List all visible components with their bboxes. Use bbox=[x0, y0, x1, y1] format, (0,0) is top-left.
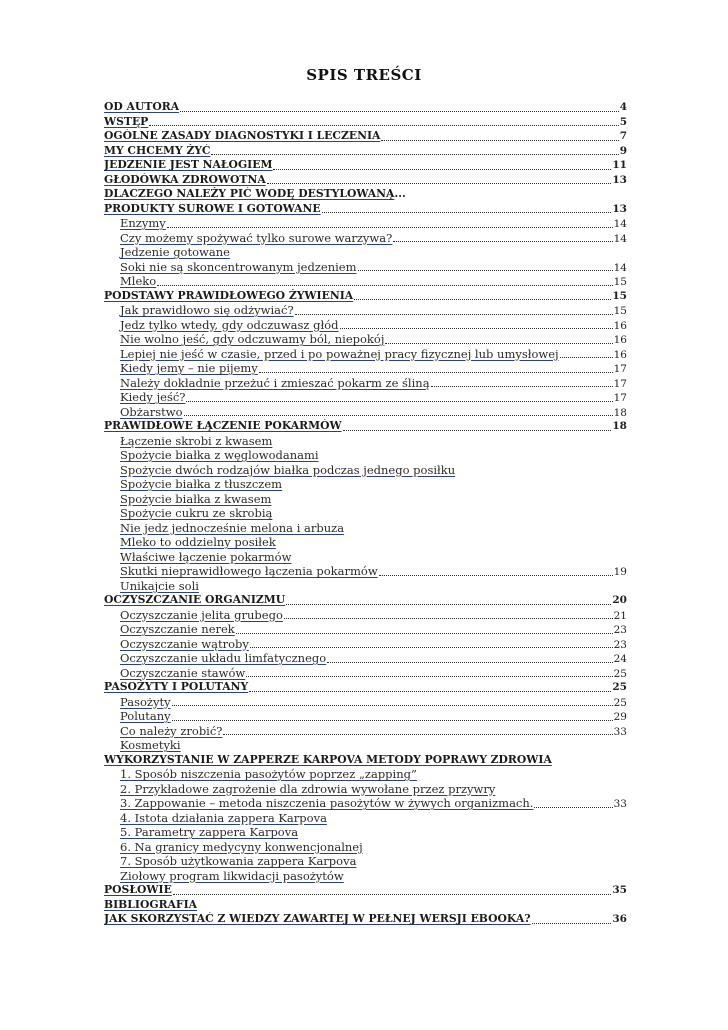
toc-page-number: 16 bbox=[613, 319, 627, 332]
toc-entry-link[interactable]: Kiedy jeść? bbox=[120, 390, 186, 404]
toc-page-number: 33 bbox=[613, 725, 627, 738]
toc-entry-link[interactable]: Jak prawidłowo się odżywiać? bbox=[120, 303, 294, 317]
toc-entry-link[interactable]: Ziołowy program likwidacji pasożytów bbox=[120, 868, 344, 883]
toc-entry-link[interactable]: Spożycie białka z kwasem bbox=[120, 491, 272, 506]
toc-leader-dots bbox=[379, 575, 613, 576]
toc-leader-dots bbox=[534, 807, 612, 808]
toc-section-entry[interactable] bbox=[104, 666, 627, 681]
toc-entry-link[interactable]: OCZYSZCZANIE ORGANIZMU bbox=[104, 593, 286, 606]
page-title: SPIS TREŚCI bbox=[306, 66, 422, 84]
toc-leader-dots bbox=[354, 299, 611, 300]
toc-entry-link[interactable]: Enzymy bbox=[120, 216, 166, 230]
toc-chapter-entry[interactable] bbox=[104, 144, 627, 159]
toc-entry-link[interactable]: Jedz tylko wtedy, gdy odczuwasz głód bbox=[120, 317, 339, 332]
toc-leader-dots bbox=[211, 154, 618, 155]
toc-section-entry[interactable] bbox=[104, 854, 627, 869]
toc-chapter-entry[interactable] bbox=[104, 680, 627, 695]
toc-section-entry[interactable] bbox=[104, 869, 627, 884]
toc-page-number: 14 bbox=[613, 261, 627, 274]
toc-entry-link[interactable]: Lepiej nie jeść w czasie, przed i po poważnej pracy fizycznej lub umysłowej bbox=[120, 346, 559, 361]
toc-page-number: 24 bbox=[613, 653, 627, 665]
toc-chapter-entry[interactable] bbox=[104, 912, 627, 927]
toc-entry-link[interactable]: Łączenie skrobi z kwasem bbox=[120, 433, 273, 448]
toc-leader-dots bbox=[295, 314, 613, 315]
toc-page-number: 4 bbox=[619, 101, 627, 113]
toc-section-entry[interactable] bbox=[104, 361, 627, 376]
toc-section-entry[interactable] bbox=[104, 274, 627, 289]
toc-leader-dots bbox=[184, 415, 613, 416]
toc-section-entry[interactable] bbox=[104, 637, 627, 652]
toc-leader-dots bbox=[532, 923, 612, 924]
toc-entry-link[interactable]: JAK SKORZYSTAĆ Z WIEDZY ZAWARTEJ W PEŁNEJ WERSJI EBOOKA? bbox=[104, 912, 531, 925]
toc-entry-link[interactable]: PRODUKTY SUROWE I GOTOWANE bbox=[104, 201, 321, 215]
toc-leader-dots bbox=[385, 343, 612, 344]
toc-entry-link[interactable]: BIBLIOGRAFIA bbox=[104, 897, 198, 911]
toc-leader-dots bbox=[236, 633, 613, 634]
toc-chapter-entry[interactable] bbox=[104, 129, 627, 144]
toc-leader-dots bbox=[381, 140, 618, 141]
toc-entry-link[interactable]: Oczyszczanie układu limfatycznego bbox=[120, 651, 327, 665]
toc-chapter-entry[interactable] bbox=[104, 419, 627, 434]
toc-entry-link[interactable]: 2. Przykładowe zagrożenie dla zdrowia wywołane przez przywry bbox=[120, 781, 496, 796]
toc-entry-link[interactable]: Oczyszczanie stawów bbox=[120, 665, 246, 680]
toc-leader-dots bbox=[284, 618, 613, 619]
toc-section-entry[interactable] bbox=[104, 506, 627, 521]
toc-entry-link[interactable]: Jedzenie gotowane bbox=[120, 245, 230, 259]
toc-entry-link[interactable]: Obżarstwo bbox=[120, 404, 183, 419]
toc-page-number: 17 bbox=[613, 377, 627, 390]
toc-entry-link[interactable]: 4. Istota działania zappera Karpova bbox=[120, 810, 327, 825]
toc-section-entry[interactable] bbox=[104, 782, 627, 797]
toc-entry-ellipsis: ... bbox=[394, 187, 406, 200]
toc-leader-dots bbox=[186, 401, 612, 402]
toc-leader-dots bbox=[322, 212, 612, 213]
toc-section-entry[interactable] bbox=[104, 825, 627, 840]
toc-section-entry[interactable] bbox=[104, 245, 627, 260]
toc-page-number: 18 bbox=[612, 420, 627, 432]
toc-page-number: 9 bbox=[619, 144, 627, 157]
toc-entry-link[interactable]: Co należy zrobić? bbox=[120, 723, 223, 738]
toc-page-number: 15 bbox=[612, 289, 627, 302]
toc-chapter-entry[interactable] bbox=[104, 753, 627, 768]
toc-entry-link[interactable]: 6. Na granicy medycyny konwencjonalnej bbox=[120, 839, 363, 854]
toc-page-number: 11 bbox=[612, 159, 627, 171]
toc-page-number: 13 bbox=[612, 173, 627, 186]
toc-entry-link[interactable]: WSTĘP bbox=[104, 114, 149, 128]
toc-leader-dots bbox=[343, 430, 612, 431]
toc-page-number: 15 bbox=[613, 276, 627, 288]
toc-chapter-entry[interactable] bbox=[104, 593, 627, 608]
toc-page-number: 16 bbox=[613, 348, 627, 361]
toc-entry-link[interactable]: GŁODÓWKA ZDROWOTNA bbox=[104, 172, 266, 186]
toc-chapter-entry[interactable] bbox=[104, 158, 627, 173]
toc-chapter-entry[interactable] bbox=[104, 115, 627, 130]
toc-chapter-entry[interactable] bbox=[104, 898, 627, 913]
toc-section-entry[interactable] bbox=[104, 840, 627, 855]
toc-section-entry[interactable] bbox=[104, 477, 627, 492]
toc-page-number: 29 bbox=[613, 711, 627, 723]
toc-leader-dots bbox=[223, 734, 612, 735]
toc-entry-link[interactable]: Kiedy jemy – nie pijemy bbox=[120, 361, 258, 375]
toc-leader-dots bbox=[180, 111, 619, 112]
toc-leader-dots bbox=[149, 125, 618, 126]
toc-chapter-entry[interactable] bbox=[104, 883, 627, 898]
toc-leader-dots bbox=[246, 676, 612, 677]
toc-leader-dots bbox=[431, 386, 613, 387]
toc-page-number: 5 bbox=[619, 115, 627, 128]
toc-page-number: 35 bbox=[612, 884, 627, 896]
toc-leader-dots bbox=[157, 285, 612, 286]
toc-leader-dots bbox=[393, 241, 612, 242]
toc-leader-dots bbox=[267, 183, 612, 184]
toc-leader-dots bbox=[286, 604, 611, 605]
toc-entry-link[interactable]: WYKORZYSTANIE W ZAPPERZE KARPOVA METODY POPRAWY ZDROWIA bbox=[104, 752, 552, 766]
toc-page-number: 25 bbox=[613, 696, 627, 709]
toc-section-entry[interactable] bbox=[104, 332, 627, 347]
toc-leader-dots bbox=[172, 720, 613, 721]
toc-leader-dots bbox=[358, 270, 613, 271]
toc-entry-link[interactable]: Polutany bbox=[120, 709, 171, 723]
table-of-contents bbox=[104, 100, 627, 927]
toc-entry-link[interactable]: Spożycie cukru ze skrobią bbox=[120, 506, 273, 520]
toc-entry-link[interactable]: Soki nie są skoncentrowanym jedzeniem bbox=[120, 259, 357, 274]
toc-chapter-entry[interactable] bbox=[104, 100, 627, 115]
toc-entry-link[interactable]: Pasożyty bbox=[120, 694, 171, 709]
toc-entry-link[interactable]: Oczyszczanie nerek bbox=[120, 622, 235, 636]
toc-section-entry[interactable] bbox=[104, 231, 627, 246]
toc-entry-link[interactable]: Mleko to oddzielny posiłek bbox=[120, 535, 276, 549]
toc-entry-link[interactable]: Skutki nieprawidłowego łączenia pokarmów bbox=[120, 564, 378, 578]
toc-entry-link[interactable]: Unikajcie soli bbox=[120, 578, 199, 593]
toc-leader-dots bbox=[173, 894, 612, 895]
toc-section-entry[interactable] bbox=[104, 550, 627, 565]
toc-page-number: 21 bbox=[613, 609, 627, 622]
toc-page-number: 20 bbox=[612, 594, 627, 606]
toc-entry-link[interactable]: Oczyszczanie jelita grubego bbox=[120, 607, 283, 622]
toc-leader-dots bbox=[259, 372, 613, 373]
toc-section-entry[interactable] bbox=[104, 608, 627, 623]
toc-entry-link[interactable]: Należy dokładnie przeżuć i zmieszać pokarm ze śliną bbox=[120, 375, 430, 390]
toc-section-entry[interactable] bbox=[104, 811, 627, 826]
toc-section-entry[interactable] bbox=[104, 622, 627, 637]
toc-section-entry[interactable] bbox=[104, 724, 627, 739]
toc-leader-dots bbox=[273, 169, 611, 170]
toc-section-entry[interactable] bbox=[104, 216, 627, 231]
toc-entry-link[interactable]: Nie wolno jeść, gdy odczuwamy ból, niepokój bbox=[120, 332, 385, 346]
toc-section-entry[interactable] bbox=[104, 405, 627, 420]
toc-leader-dots bbox=[172, 705, 613, 706]
toc-entry-link[interactable]: 3. Zappowanie – metoda niszczenia pasożytów w żywych organizmach. bbox=[120, 796, 534, 810]
toc-leader-dots bbox=[560, 357, 613, 358]
toc-section-entry[interactable] bbox=[104, 463, 627, 478]
toc-page-number: 25 bbox=[613, 667, 627, 680]
toc-leader-dots bbox=[340, 328, 613, 329]
toc-entry-link[interactable]: Nie jedz jednocześnie melona i arbuza bbox=[120, 520, 345, 535]
toc-section-entry[interactable] bbox=[104, 579, 627, 594]
toc-entry-link[interactable]: Właściwe łączenie pokarmów bbox=[120, 549, 292, 564]
toc-section-entry[interactable] bbox=[104, 564, 627, 579]
toc-section-entry[interactable] bbox=[104, 347, 627, 362]
toc-entry-link[interactable]: Kosmetyki bbox=[120, 738, 181, 752]
toc-entry-link[interactable]: OGÓLNE ZASADY DIAGNOSTYKI I LECZENIA bbox=[104, 129, 381, 142]
toc-page-number: 23 bbox=[613, 624, 627, 636]
toc-page-number: 23 bbox=[613, 638, 627, 651]
toc-entry-link[interactable]: Mleko bbox=[120, 274, 157, 288]
toc-section-entry[interactable] bbox=[104, 434, 627, 449]
toc-leader-dots bbox=[250, 647, 613, 648]
toc-section-entry[interactable] bbox=[104, 738, 627, 753]
toc-entry-link[interactable]: 5. Parametry zappera Karpova bbox=[120, 825, 299, 839]
toc-chapter-entry[interactable] bbox=[104, 187, 627, 202]
toc-section-entry[interactable] bbox=[104, 695, 627, 710]
toc-section-entry[interactable] bbox=[104, 390, 627, 405]
toc-chapter-entry[interactable] bbox=[104, 173, 627, 188]
toc-entry-link[interactable]: Spożycie białka z węglowodanami bbox=[120, 448, 319, 462]
toc-page-number: 16 bbox=[613, 334, 627, 346]
toc-section-entry[interactable] bbox=[104, 303, 627, 318]
toc-section-entry[interactable] bbox=[104, 376, 627, 391]
toc-entry-link[interactable]: Oczyszczanie wątroby bbox=[120, 636, 249, 651]
toc-entry-link[interactable]: PASOŻYTY I POLUTANY bbox=[104, 680, 249, 693]
toc-section-entry[interactable] bbox=[104, 260, 627, 275]
toc-section-entry[interactable] bbox=[104, 535, 627, 550]
toc-entry-link[interactable]: 7. Sposób użytkowania zappera Karpova bbox=[120, 854, 357, 868]
toc-page-number: 25 bbox=[612, 681, 627, 693]
toc-leader-dots bbox=[249, 691, 611, 692]
toc-section-entry[interactable] bbox=[104, 521, 627, 536]
toc-page-number: 33 bbox=[613, 798, 627, 810]
toc-page-number: 36 bbox=[612, 913, 627, 925]
toc-entry-link[interactable]: POSŁOWIE bbox=[104, 883, 172, 896]
toc-section-entry[interactable] bbox=[104, 796, 627, 811]
toc-page-number: 15 bbox=[613, 305, 627, 317]
toc-section-entry[interactable] bbox=[104, 709, 627, 724]
toc-entry-link[interactable]: Czy możemy spożywać tylko surowe warzywa? bbox=[120, 230, 393, 245]
toc-entry-link[interactable]: Spożycie białka z tłuszczem bbox=[120, 477, 283, 491]
toc-section-entry[interactable] bbox=[104, 492, 627, 507]
toc-entry-link[interactable]: MY CHCEMY ŻYĆ bbox=[104, 143, 211, 157]
toc-page-number: 7 bbox=[619, 130, 627, 142]
toc-entry-link[interactable]: JEDZENIE JEST NAŁOGIEM bbox=[104, 158, 273, 171]
toc-page-number: 17 bbox=[613, 392, 627, 404]
toc-page-number: 18 bbox=[613, 406, 627, 419]
toc-page-number: 17 bbox=[613, 363, 627, 375]
toc-page-number: 14 bbox=[613, 232, 627, 245]
toc-entry-link[interactable]: DLACZEGO NALEŻY PIĆ WODĘ DESTYLOWANĄ bbox=[104, 187, 395, 200]
toc-section-entry[interactable] bbox=[104, 448, 627, 463]
toc-page-number: 19 bbox=[613, 566, 627, 578]
toc-entry-link[interactable]: 1. Sposób niszczenia pasożytów poprzez „zapping” bbox=[120, 767, 417, 781]
toc-entry-link[interactable]: OD AUTORA bbox=[104, 100, 180, 113]
toc-page-number: 13 bbox=[612, 202, 627, 215]
toc-page-number: 14 bbox=[613, 218, 627, 230]
toc-section-entry[interactable] bbox=[104, 318, 627, 333]
toc-leader-dots bbox=[167, 227, 613, 228]
toc-chapter-entry[interactable] bbox=[104, 289, 627, 304]
toc-section-entry[interactable] bbox=[104, 651, 627, 666]
toc-chapter-entry[interactable] bbox=[104, 202, 627, 217]
toc-section-entry[interactable] bbox=[104, 767, 627, 782]
toc-entry-link[interactable]: PODSTAWY PRAWIDŁOWEGO ŻYWIENIA bbox=[104, 288, 354, 302]
toc-entry-link[interactable]: Spożycie dwóch rodzajów białka podczas jednego posiłku bbox=[120, 462, 456, 477]
toc-entry-link[interactable]: PRAWIDŁOWE ŁĄCZENIE POKARMÓW bbox=[104, 419, 342, 432]
toc-leader-dots bbox=[327, 662, 612, 663]
